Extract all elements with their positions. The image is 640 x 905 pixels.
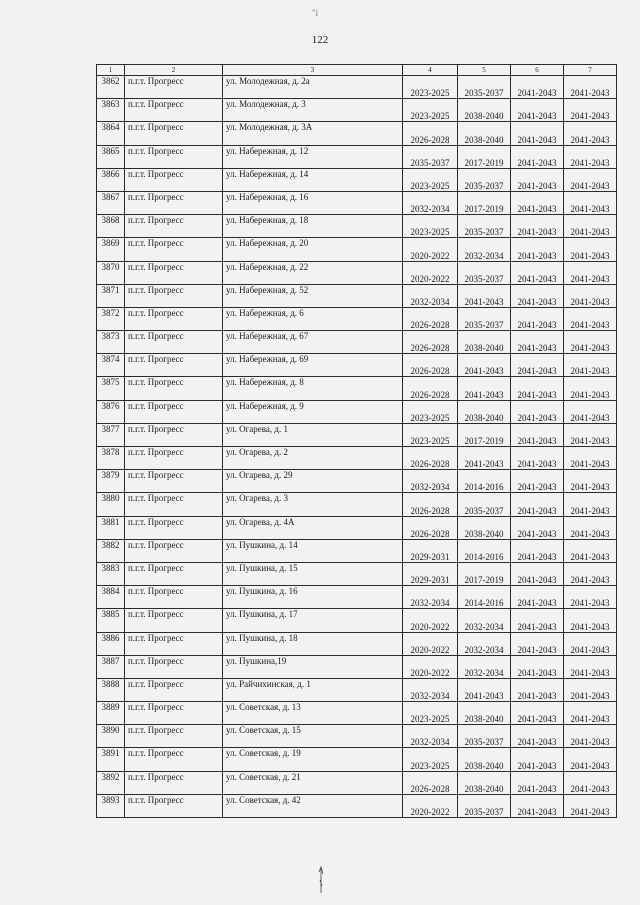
period-col-7: 2041-2043 [564,539,617,562]
period-col-4: 2023-2025 [403,168,458,191]
period-col-6: 2041-2043 [511,377,564,400]
row-number: 3865 [97,145,125,168]
period-col-7: 2041-2043 [564,122,617,145]
row-number: 3882 [97,539,125,562]
period-col-5: 2038-2040 [458,99,511,122]
period-col-7: 2041-2043 [564,76,617,99]
settlement-name: п.г.т. Прогресс [125,400,223,423]
address: ул. Советская, д. 15 [223,725,403,748]
table-row [97,447,617,470]
table-row [97,632,617,655]
table-row [97,609,617,632]
table-row [97,191,617,214]
period-col-5: 2035-2037 [458,307,511,330]
period-col-6: 2041-2043 [511,725,564,748]
period-col-5: 2035-2037 [458,261,511,284]
table-row [97,377,617,400]
period-col-7: 2041-2043 [564,238,617,261]
table-row [97,145,617,168]
row-number: 3871 [97,284,125,307]
page-corner-mark: "i [312,8,319,18]
settlement-name: п.г.т. Прогресс [125,470,223,493]
period-col-7: 2041-2043 [564,423,617,446]
period-col-5: 2032-2034 [458,238,511,261]
period-col-4: 2032-2034 [403,191,458,214]
address: ул. Набережная, д. 8 [223,377,403,400]
period-col-4: 2026-2028 [403,331,458,354]
settlement-name: п.г.т. Прогресс [125,539,223,562]
table-row [97,76,617,99]
period-col-4: 2035-2037 [403,145,458,168]
period-col-6: 2041-2043 [511,586,564,609]
period-col-6: 2041-2043 [511,400,564,423]
table-row [97,748,617,771]
period-col-6: 2041-2043 [511,122,564,145]
settlement-name: п.г.т. Прогресс [125,284,223,307]
period-col-4: 2023-2025 [403,99,458,122]
period-col-4: 2029-2031 [403,539,458,562]
period-col-6: 2041-2043 [511,284,564,307]
row-number: 3869 [97,238,125,261]
period-col-6: 2041-2043 [511,307,564,330]
table-row [97,307,617,330]
row-number: 3877 [97,423,125,446]
address: ул. Огарева, д. 2 [223,447,403,470]
settlement-name: п.г.т. Прогресс [125,307,223,330]
period-col-6: 2041-2043 [511,99,564,122]
address: ул. Огарева, д. 29 [223,470,403,493]
period-col-4: 2020-2022 [403,238,458,261]
column-header: 1 [97,65,125,76]
period-col-4: 2023-2025 [403,76,458,99]
settlement-name: п.г.т. Прогресс [125,76,223,99]
table-row [97,771,617,794]
period-col-4: 2020-2022 [403,794,458,817]
period-col-7: 2041-2043 [564,725,617,748]
period-col-4: 2023-2025 [403,702,458,725]
period-col-6: 2041-2043 [511,168,564,191]
period-col-5: 2038-2040 [458,331,511,354]
page-number: 122 [311,34,329,46]
table-row [97,562,617,585]
settlement-name: п.г.т. Прогресс [125,493,223,516]
period-col-4: 2032-2034 [403,725,458,748]
settlement-name: п.г.т. Прогресс [125,562,223,585]
housing-repair-table [96,64,617,818]
address: ул. Огарева, д. 3 [223,493,403,516]
period-col-7: 2041-2043 [564,191,617,214]
row-number: 3873 [97,331,125,354]
period-col-7: 2041-2043 [564,99,617,122]
address: ул. Советская, д. 13 [223,702,403,725]
period-col-7: 2041-2043 [564,516,617,539]
address: ул. Советская, д. 19 [223,748,403,771]
row-number: 3881 [97,516,125,539]
row-number: 3880 [97,493,125,516]
period-col-7: 2041-2043 [564,702,617,725]
row-number: 3883 [97,562,125,585]
row-number: 3893 [97,794,125,817]
period-col-4: 2026-2028 [403,447,458,470]
period-col-5: 2017-2019 [458,423,511,446]
table-row [97,331,617,354]
settlement-name: п.г.т. Прогресс [125,725,223,748]
row-number: 3878 [97,447,125,470]
period-col-5: 2014-2016 [458,470,511,493]
address: ул. Советская, д. 21 [223,771,403,794]
table-row [97,493,617,516]
period-col-4: 2029-2031 [403,562,458,585]
address: ул. Молодежная, д. 3А [223,122,403,145]
period-col-7: 2041-2043 [564,307,617,330]
column-header: 7 [564,65,617,76]
settlement-name: п.г.т. Прогресс [125,261,223,284]
table-row [97,470,617,493]
address: ул. Набережная, д. 52 [223,284,403,307]
table-row [97,655,617,678]
period-col-5: 2032-2034 [458,609,511,632]
address: ул. Набережная, д. 6 [223,307,403,330]
period-col-7: 2041-2043 [564,215,617,238]
period-col-5: 2041-2043 [458,447,511,470]
period-col-4: 2032-2034 [403,678,458,701]
table-row [97,794,617,817]
row-number: 3890 [97,725,125,748]
row-number: 3891 [97,748,125,771]
period-col-6: 2041-2043 [511,516,564,539]
period-col-4: 2023-2025 [403,748,458,771]
period-col-4: 2026-2028 [403,771,458,794]
settlement-name: п.г.т. Прогресс [125,377,223,400]
period-col-4: 2020-2022 [403,632,458,655]
period-col-4: 2026-2028 [403,377,458,400]
table-row [97,400,617,423]
period-col-4: 2023-2025 [403,215,458,238]
table-row [97,168,617,191]
settlement-name: п.г.т. Прогресс [125,354,223,377]
period-col-4: 2032-2034 [403,284,458,307]
period-col-6: 2041-2043 [511,539,564,562]
table-row [97,678,617,701]
period-col-6: 2041-2043 [511,748,564,771]
period-col-5: 2041-2043 [458,284,511,307]
address: ул. Огарева, д. 4А [223,516,403,539]
period-col-5: 2017-2019 [458,562,511,585]
settlement-name: п.г.т. Прогресс [125,447,223,470]
table-row [97,284,617,307]
period-col-4: 2026-2028 [403,493,458,516]
period-col-7: 2041-2043 [564,400,617,423]
settlement-name: п.г.т. Прогресс [125,748,223,771]
period-col-6: 2041-2043 [511,215,564,238]
row-number: 3872 [97,307,125,330]
period-col-7: 2041-2043 [564,331,617,354]
address: ул. Набережная, д. 20 [223,238,403,261]
column-header: 5 [458,65,511,76]
settlement-name: п.г.т. Прогресс [125,238,223,261]
settlement-name: п.г.т. Прогресс [125,632,223,655]
address: ул. Набережная, д. 18 [223,215,403,238]
period-col-5: 2032-2034 [458,655,511,678]
period-col-6: 2041-2043 [511,145,564,168]
period-col-5: 2038-2040 [458,771,511,794]
table-row [97,516,617,539]
settlement-name: п.г.т. Прогресс [125,168,223,191]
address: ул. Набережная, д. 12 [223,145,403,168]
address: ул. Пушкина, д. 16 [223,586,403,609]
period-col-6: 2041-2043 [511,76,564,99]
row-number: 3875 [97,377,125,400]
period-col-6: 2041-2043 [511,678,564,701]
table-row [97,215,617,238]
period-col-5: 2035-2037 [458,215,511,238]
period-col-4: 2020-2022 [403,655,458,678]
period-col-5: 2014-2016 [458,586,511,609]
address: ул. Пушкина,19 [223,655,403,678]
address: ул. Пушкина, д. 15 [223,562,403,585]
period-col-5: 2041-2043 [458,678,511,701]
period-col-7: 2041-2043 [564,586,617,609]
settlement-name: п.г.т. Прогресс [125,331,223,354]
period-col-5: 2017-2019 [458,191,511,214]
row-number: 3886 [97,632,125,655]
settlement-name: п.г.т. Прогресс [125,609,223,632]
period-col-7: 2041-2043 [564,377,617,400]
settlement-name: п.г.т. Прогресс [125,122,223,145]
row-number: 3887 [97,655,125,678]
period-col-5: 2014-2016 [458,539,511,562]
period-col-6: 2041-2043 [511,794,564,817]
period-col-7: 2041-2043 [564,794,617,817]
period-col-6: 2041-2043 [511,655,564,678]
period-col-6: 2041-2043 [511,238,564,261]
address: ул. Набережная, д. 69 [223,354,403,377]
period-col-5: 2035-2037 [458,794,511,817]
period-col-6: 2041-2043 [511,354,564,377]
row-number: 3868 [97,215,125,238]
column-number-row [97,65,617,76]
row-number: 3889 [97,702,125,725]
period-col-7: 2041-2043 [564,470,617,493]
address: ул. Набережная, д. 14 [223,168,403,191]
address: ул. Райчихинская, д. 1 [223,678,403,701]
row-number: 3884 [97,586,125,609]
period-col-5: 2035-2037 [458,725,511,748]
address: ул. Пушкина, д. 18 [223,632,403,655]
column-header: 6 [511,65,564,76]
settlement-name: п.г.т. Прогресс [125,771,223,794]
period-col-7: 2041-2043 [564,284,617,307]
table-row [97,423,617,446]
period-col-4: 2026-2028 [403,516,458,539]
period-col-5: 2038-2040 [458,400,511,423]
period-col-7: 2041-2043 [564,632,617,655]
settlement-name: п.г.т. Прогресс [125,215,223,238]
settlement-name: п.г.т. Прогресс [125,586,223,609]
row-number: 3874 [97,354,125,377]
table-row [97,586,617,609]
period-col-5: 2035-2037 [458,168,511,191]
period-col-7: 2041-2043 [564,168,617,191]
row-number: 3876 [97,400,125,423]
row-number: 3892 [97,771,125,794]
period-col-4: 2020-2022 [403,609,458,632]
period-col-7: 2041-2043 [564,655,617,678]
period-col-4: 2032-2034 [403,586,458,609]
table-row [97,99,617,122]
period-col-7: 2041-2043 [564,609,617,632]
settlement-name: п.г.т. Прогресс [125,794,223,817]
period-col-4: 2026-2028 [403,122,458,145]
period-col-7: 2041-2043 [564,447,617,470]
table-row [97,122,617,145]
period-col-4: 2023-2025 [403,423,458,446]
period-col-5: 2038-2040 [458,122,511,145]
period-col-6: 2041-2043 [511,261,564,284]
period-col-5: 2032-2034 [458,632,511,655]
binding-mark-icon [318,866,324,894]
table-row [97,725,617,748]
period-col-6: 2041-2043 [511,632,564,655]
period-col-6: 2041-2043 [511,562,564,585]
period-col-5: 2038-2040 [458,748,511,771]
settlement-name: п.г.т. Прогресс [125,145,223,168]
period-col-4: 2023-2025 [403,400,458,423]
row-number: 3888 [97,678,125,701]
period-col-7: 2041-2043 [564,493,617,516]
settlement-name: п.г.т. Прогресс [125,516,223,539]
table-row [97,354,617,377]
column-header: 4 [403,65,458,76]
period-col-4: 2032-2034 [403,470,458,493]
period-col-7: 2041-2043 [564,748,617,771]
address: ул. Советская, д. 42 [223,794,403,817]
settlement-name: п.г.т. Прогресс [125,702,223,725]
address: ул. Набережная, д. 9 [223,400,403,423]
period-col-4: 2026-2028 [403,307,458,330]
period-col-6: 2041-2043 [511,470,564,493]
period-col-7: 2041-2043 [564,145,617,168]
settlement-name: п.г.т. Прогресс [125,423,223,446]
address: ул. Набережная, д. 22 [223,261,403,284]
row-number: 3863 [97,99,125,122]
period-col-7: 2041-2043 [564,771,617,794]
period-col-6: 2041-2043 [511,447,564,470]
address: ул. Молодежная, д. 3 [223,99,403,122]
address: ул. Набережная, д. 67 [223,331,403,354]
period-col-6: 2041-2043 [511,331,564,354]
period-col-7: 2041-2043 [564,354,617,377]
settlement-name: п.г.т. Прогресс [125,99,223,122]
table-row [97,539,617,562]
period-col-6: 2041-2043 [511,609,564,632]
period-col-6: 2041-2043 [511,423,564,446]
row-number: 3862 [97,76,125,99]
row-number: 3867 [97,191,125,214]
table-row [97,238,617,261]
address: ул. Набережная, д. 16 [223,191,403,214]
row-number: 3864 [97,122,125,145]
period-col-6: 2041-2043 [511,702,564,725]
address: ул. Огарева, д. 1 [223,423,403,446]
period-col-5: 2035-2037 [458,76,511,99]
row-number: 3866 [97,168,125,191]
settlement-name: п.г.т. Прогресс [125,191,223,214]
row-number: 3870 [97,261,125,284]
period-col-4: 2020-2022 [403,261,458,284]
period-col-5: 2041-2043 [458,354,511,377]
period-col-5: 2017-2019 [458,145,511,168]
period-col-6: 2041-2043 [511,191,564,214]
period-col-5: 2038-2040 [458,702,511,725]
period-col-5: 2041-2043 [458,377,511,400]
period-col-4: 2026-2028 [403,354,458,377]
period-col-7: 2041-2043 [564,562,617,585]
table-row [97,702,617,725]
settlement-name: п.г.т. Прогресс [125,678,223,701]
column-header: 2 [125,65,223,76]
address: ул. Пушкина, д. 17 [223,609,403,632]
period-col-6: 2041-2043 [511,771,564,794]
column-header: 3 [223,65,403,76]
period-col-5: 2038-2040 [458,516,511,539]
address: ул. Пушкина, д. 14 [223,539,403,562]
table-row [97,261,617,284]
period-col-7: 2041-2043 [564,261,617,284]
row-number: 3879 [97,470,125,493]
settlement-name: п.г.т. Прогресс [125,655,223,678]
address: ул. Молодежная, д. 2а [223,76,403,99]
row-number: 3885 [97,609,125,632]
period-col-5: 2035-2037 [458,493,511,516]
period-col-7: 2041-2043 [564,678,617,701]
period-col-6: 2041-2043 [511,493,564,516]
